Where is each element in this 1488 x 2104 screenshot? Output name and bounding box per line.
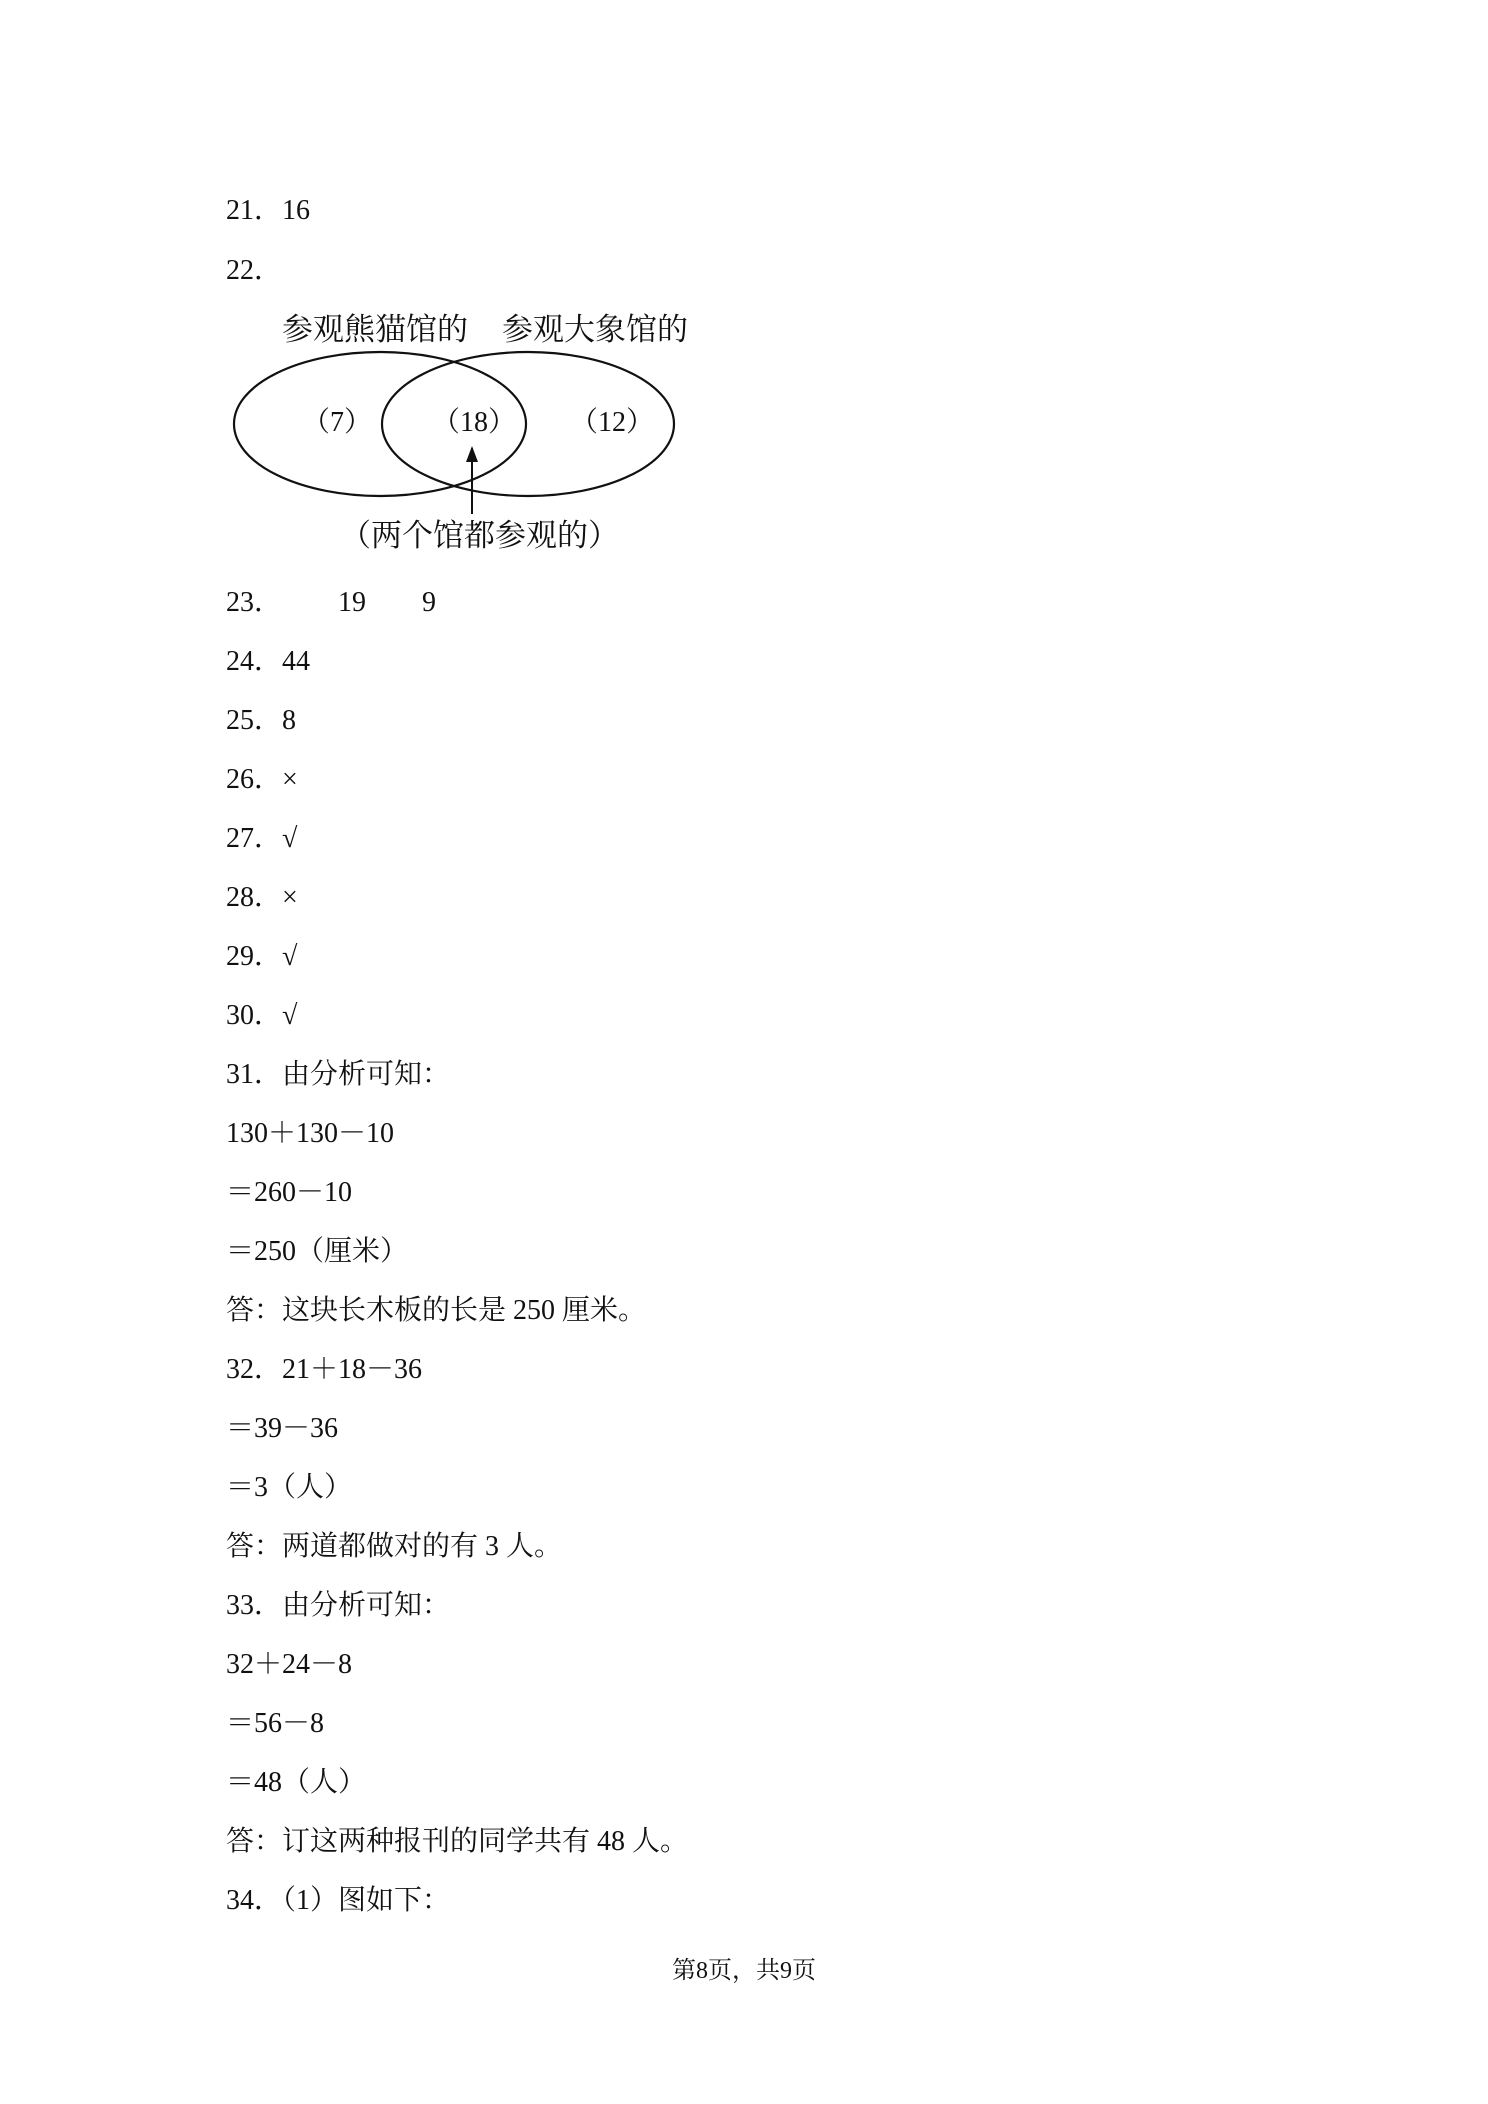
answer-line: 24．44 (226, 646, 311, 677)
answer-line: 130＋130－10 (226, 1118, 395, 1149)
answer-line: 22． (226, 255, 283, 286)
answer-line: ＝260－10 (226, 1177, 353, 1208)
answer-line: 21．16 (226, 195, 311, 226)
venn-left-only-count: （7） (302, 407, 373, 438)
answer-line: 25．8 (226, 705, 297, 736)
answer-line: 32＋24－8 (226, 1649, 353, 1680)
venn-left-label: 参观熊猫馆的 (282, 312, 468, 347)
answer-line: 答：订这两种报刊的同学共有 48 人。 (226, 1826, 689, 1857)
page-footer: 第8页，共9页 (672, 1958, 816, 1984)
venn-intersection-caption: （两个馆都参观的） (340, 518, 619, 553)
arrow-head-icon (466, 446, 478, 462)
answer-line: 答：这块长木板的长是 250 厘米。 (226, 1295, 647, 1326)
answer-line: 29．√ (226, 941, 298, 972)
answer-line: 30．√ (226, 1000, 298, 1031)
answer-line: 26．× (226, 764, 298, 795)
answer-line: 27．√ (226, 823, 298, 854)
answer-line: 32．21＋18－36 (226, 1354, 423, 1385)
venn-intersection-count: （18） (432, 407, 517, 438)
answer-line: 23． 19 9 (226, 587, 437, 618)
venn-diagram (220, 300, 740, 570)
answer-line: ＝3（人） (226, 1472, 353, 1503)
answer-line: 33．由分析可知： (226, 1590, 451, 1621)
venn-right-only-count: （12） (570, 407, 655, 438)
answer-line: 28．× (226, 882, 298, 913)
answer-line: ＝39－36 (226, 1413, 339, 1444)
answer-line: ＝56－8 (226, 1708, 325, 1739)
answer-line: 答：两道都做对的有 3 人。 (226, 1531, 563, 1562)
answer-line: 34．（1）图如下： (226, 1885, 451, 1916)
venn-right-label: 参观大象馆的 (502, 312, 688, 347)
answer-line: ＝250（厘米） (226, 1236, 409, 1267)
answer-line: ＝48（人） (226, 1767, 367, 1798)
answer-line: 31．由分析可知： (226, 1059, 451, 1090)
